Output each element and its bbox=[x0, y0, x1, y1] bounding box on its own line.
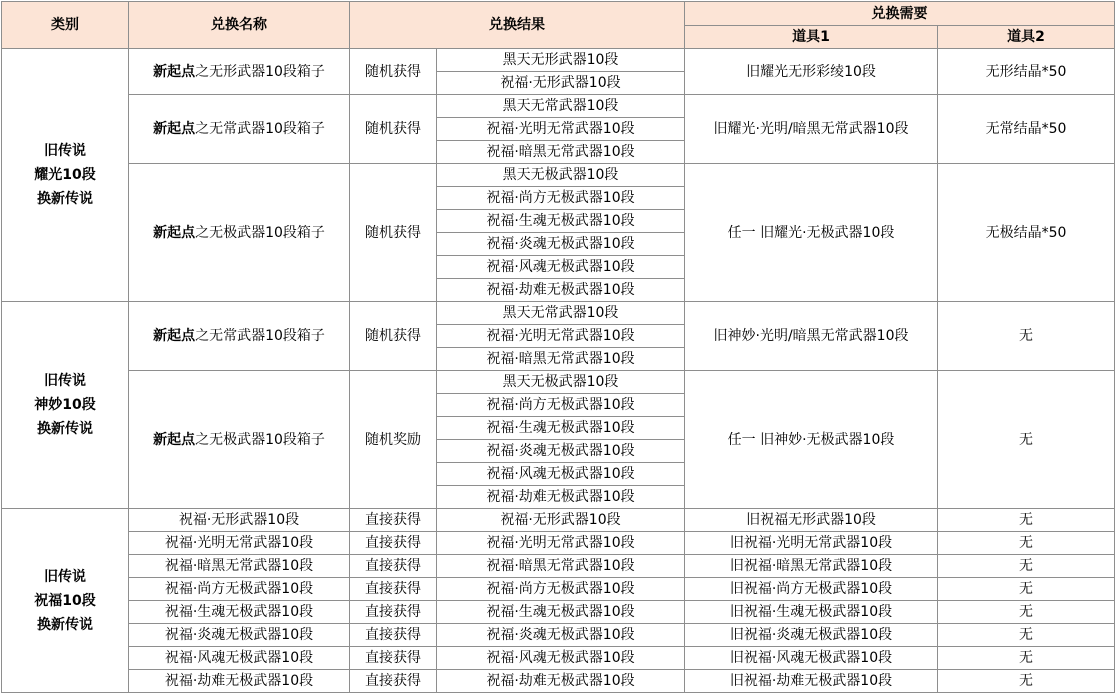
box-name-bold: 新起点 bbox=[153, 328, 196, 344]
item2-cell: 无常结晶*50 bbox=[938, 95, 1115, 164]
table-row bbox=[2, 49, 1115, 72]
name-cell: 祝福·炎魂无极武器10段 bbox=[129, 624, 350, 647]
table-row bbox=[2, 509, 1115, 532]
method-cell: 直接获得 bbox=[350, 532, 437, 555]
item2-cell: 无 bbox=[938, 578, 1115, 601]
result-cell: 黑天无极武器10段 bbox=[437, 164, 685, 187]
result-cell: 祝福·劫难无极武器10段 bbox=[437, 670, 685, 693]
name-cell: 祝福·尚方无极武器10段 bbox=[129, 578, 350, 601]
box-name-rest: 之无常武器10段箱子 bbox=[195, 121, 325, 137]
result-cell: 祝福·暗黑无常武器10段 bbox=[437, 555, 685, 578]
item1-cell: 旧祝福·生魂无极武器10段 bbox=[685, 601, 938, 624]
item1-cell: 旧祝福·光明无常武器10段 bbox=[685, 532, 938, 555]
header-item1: 道具1 bbox=[685, 26, 938, 49]
result-cell: 祝福·风魂无极武器10段 bbox=[437, 647, 685, 670]
box-name-cell bbox=[129, 371, 350, 509]
item1-cell: 任一 旧耀光·无极武器10段 bbox=[685, 164, 938, 302]
item2-cell: 无 bbox=[938, 601, 1115, 624]
method-cell: 随机获得 bbox=[350, 164, 437, 302]
table-row bbox=[2, 302, 1115, 325]
item2-cell: 无形结晶*50 bbox=[938, 49, 1115, 95]
method-cell: 直接获得 bbox=[350, 601, 437, 624]
item1-cell: 旧神妙·光明/暗黑无常武器10段 bbox=[685, 302, 938, 371]
name-cell: 祝福·劫难无极武器10段 bbox=[129, 670, 350, 693]
item2-cell: 无 bbox=[938, 302, 1115, 371]
box-name-bold: 新起点 bbox=[153, 224, 196, 241]
header-category: 类别 bbox=[2, 2, 129, 49]
result-cell: 祝福·生魂无极武器10段 bbox=[437, 417, 685, 440]
item1-cell: 旧祝福·暗黑无常武器10段 bbox=[685, 555, 938, 578]
method-cell: 直接获得 bbox=[350, 509, 437, 532]
name-cell: 祝福·光明无常武器10段 bbox=[129, 532, 350, 555]
method-cell: 随机获得 bbox=[350, 95, 437, 164]
table-row bbox=[2, 578, 1115, 601]
result-cell: 祝福·炎魂无极武器10段 bbox=[437, 440, 685, 463]
result-cell: 祝福·无形武器10段 bbox=[437, 72, 685, 95]
table-row bbox=[2, 647, 1115, 670]
item1-cell: 旧耀光·光明/暗黑无常武器10段 bbox=[685, 95, 938, 164]
result-cell: 祝福·尚方无极武器10段 bbox=[437, 578, 685, 601]
item2-cell: 无 bbox=[938, 371, 1115, 509]
method-cell: 随机奖励 bbox=[350, 371, 437, 509]
exchange-table bbox=[1, 1, 1115, 693]
result-cell: 祝福·劫难无极武器10段 bbox=[437, 279, 685, 302]
result-cell: 祝福·暗黑无常武器10段 bbox=[437, 348, 685, 371]
result-cell: 祝福·风魂无极武器10段 bbox=[437, 463, 685, 486]
result-cell: 祝福·生魂无极武器10段 bbox=[437, 210, 685, 233]
item2-cell: 无 bbox=[938, 670, 1115, 693]
box-name-rest: 之无极武器10段箱子 bbox=[195, 224, 325, 241]
item1-cell: 旧祝福无形武器10段 bbox=[685, 509, 938, 532]
table-row bbox=[2, 164, 1115, 187]
result-cell: 祝福·劫难无极武器10段 bbox=[437, 486, 685, 509]
item1-cell: 旧祝福·炎魂无极武器10段 bbox=[685, 624, 938, 647]
result-cell: 黑天无常武器10段 bbox=[437, 95, 685, 118]
result-cell: 祝福·生魂无极武器10段 bbox=[437, 601, 685, 624]
result-cell: 祝福·光明无常武器10段 bbox=[437, 532, 685, 555]
result-cell: 祝福·炎魂无极武器10段 bbox=[437, 624, 685, 647]
result-cell: 祝福·尚方无极武器10段 bbox=[437, 394, 685, 417]
method-cell: 直接获得 bbox=[350, 578, 437, 601]
box-name-cell bbox=[129, 302, 350, 371]
exchange-table-body bbox=[2, 49, 1115, 693]
item1-cell: 旧祝福·劫难无极武器10段 bbox=[685, 670, 938, 693]
table-row bbox=[2, 95, 1115, 118]
result-cell: 祝福·风魂无极武器10段 bbox=[437, 256, 685, 279]
table-row bbox=[2, 624, 1115, 647]
method-cell: 直接获得 bbox=[350, 670, 437, 693]
name-cell: 祝福·生魂无极武器10段 bbox=[129, 601, 350, 624]
header-need: 兑换需要 bbox=[685, 2, 1115, 26]
result-cell: 祝福·炎魂无极武器10段 bbox=[437, 233, 685, 256]
result-cell: 祝福·光明无常武器10段 bbox=[437, 118, 685, 141]
result-cell: 祝福·光明无常武器10段 bbox=[437, 325, 685, 348]
box-name-bold: 新起点 bbox=[153, 121, 196, 137]
table-row bbox=[2, 670, 1115, 693]
table-row bbox=[2, 371, 1115, 394]
method-cell: 随机获得 bbox=[350, 302, 437, 371]
result-cell: 祝福·无形武器10段 bbox=[437, 509, 685, 532]
box-name-cell bbox=[129, 49, 350, 95]
result-cell: 祝福·暗黑无常武器10段 bbox=[437, 141, 685, 164]
box-name-rest: 之无极武器10段箱子 bbox=[195, 431, 325, 448]
result-cell: 祝福·尚方无极武器10段 bbox=[437, 187, 685, 210]
method-cell: 直接获得 bbox=[350, 555, 437, 578]
item1-cell: 旧祝福·尚方无极武器10段 bbox=[685, 578, 938, 601]
method-cell: 直接获得 bbox=[350, 647, 437, 670]
item2-cell: 无 bbox=[938, 509, 1115, 532]
box-name-cell bbox=[129, 164, 350, 302]
table-row bbox=[2, 555, 1115, 578]
result-cell: 黑天无极武器10段 bbox=[437, 371, 685, 394]
name-cell: 祝福·暗黑无常武器10段 bbox=[129, 555, 350, 578]
item1-cell: 任一 旧神妙·无极武器10段 bbox=[685, 371, 938, 509]
item2-cell: 无极结晶*50 bbox=[938, 164, 1115, 302]
item2-cell: 无 bbox=[938, 624, 1115, 647]
item2-cell: 无 bbox=[938, 647, 1115, 670]
item2-cell: 无 bbox=[938, 532, 1115, 555]
box-name-rest: 之无常武器10段箱子 bbox=[195, 328, 325, 344]
header-result: 兑换结果 bbox=[350, 2, 685, 49]
category-cell: 旧传说 耀光10段 换新传说 bbox=[2, 49, 129, 302]
name-cell: 祝福·风魂无极武器10段 bbox=[129, 647, 350, 670]
box-name-bold: 新起点 bbox=[153, 63, 196, 80]
box-name-cell bbox=[129, 95, 350, 164]
name-cell: 祝福·无形武器10段 bbox=[129, 509, 350, 532]
result-cell: 黑天无形武器10段 bbox=[437, 49, 685, 72]
method-cell: 随机获得 bbox=[350, 49, 437, 95]
table-row bbox=[2, 601, 1115, 624]
header-item2: 道具2 bbox=[938, 26, 1115, 49]
result-cell: 黑天无常武器10段 bbox=[437, 302, 685, 325]
item2-cell: 无 bbox=[938, 555, 1115, 578]
category-cell: 旧传说 神妙10段 换新传说 bbox=[2, 302, 129, 509]
item1-cell: 旧祝福·风魂无极武器10段 bbox=[685, 647, 938, 670]
box-name-rest: 之无形武器10段箱子 bbox=[195, 63, 325, 80]
item1-cell: 旧耀光无形彩绫10段 bbox=[685, 49, 938, 95]
table-row bbox=[2, 532, 1115, 555]
method-cell: 直接获得 bbox=[350, 624, 437, 647]
header-name: 兑换名称 bbox=[129, 2, 350, 49]
box-name-bold: 新起点 bbox=[153, 431, 196, 448]
category-cell: 旧传说 祝福10段 换新传说 bbox=[2, 509, 129, 693]
